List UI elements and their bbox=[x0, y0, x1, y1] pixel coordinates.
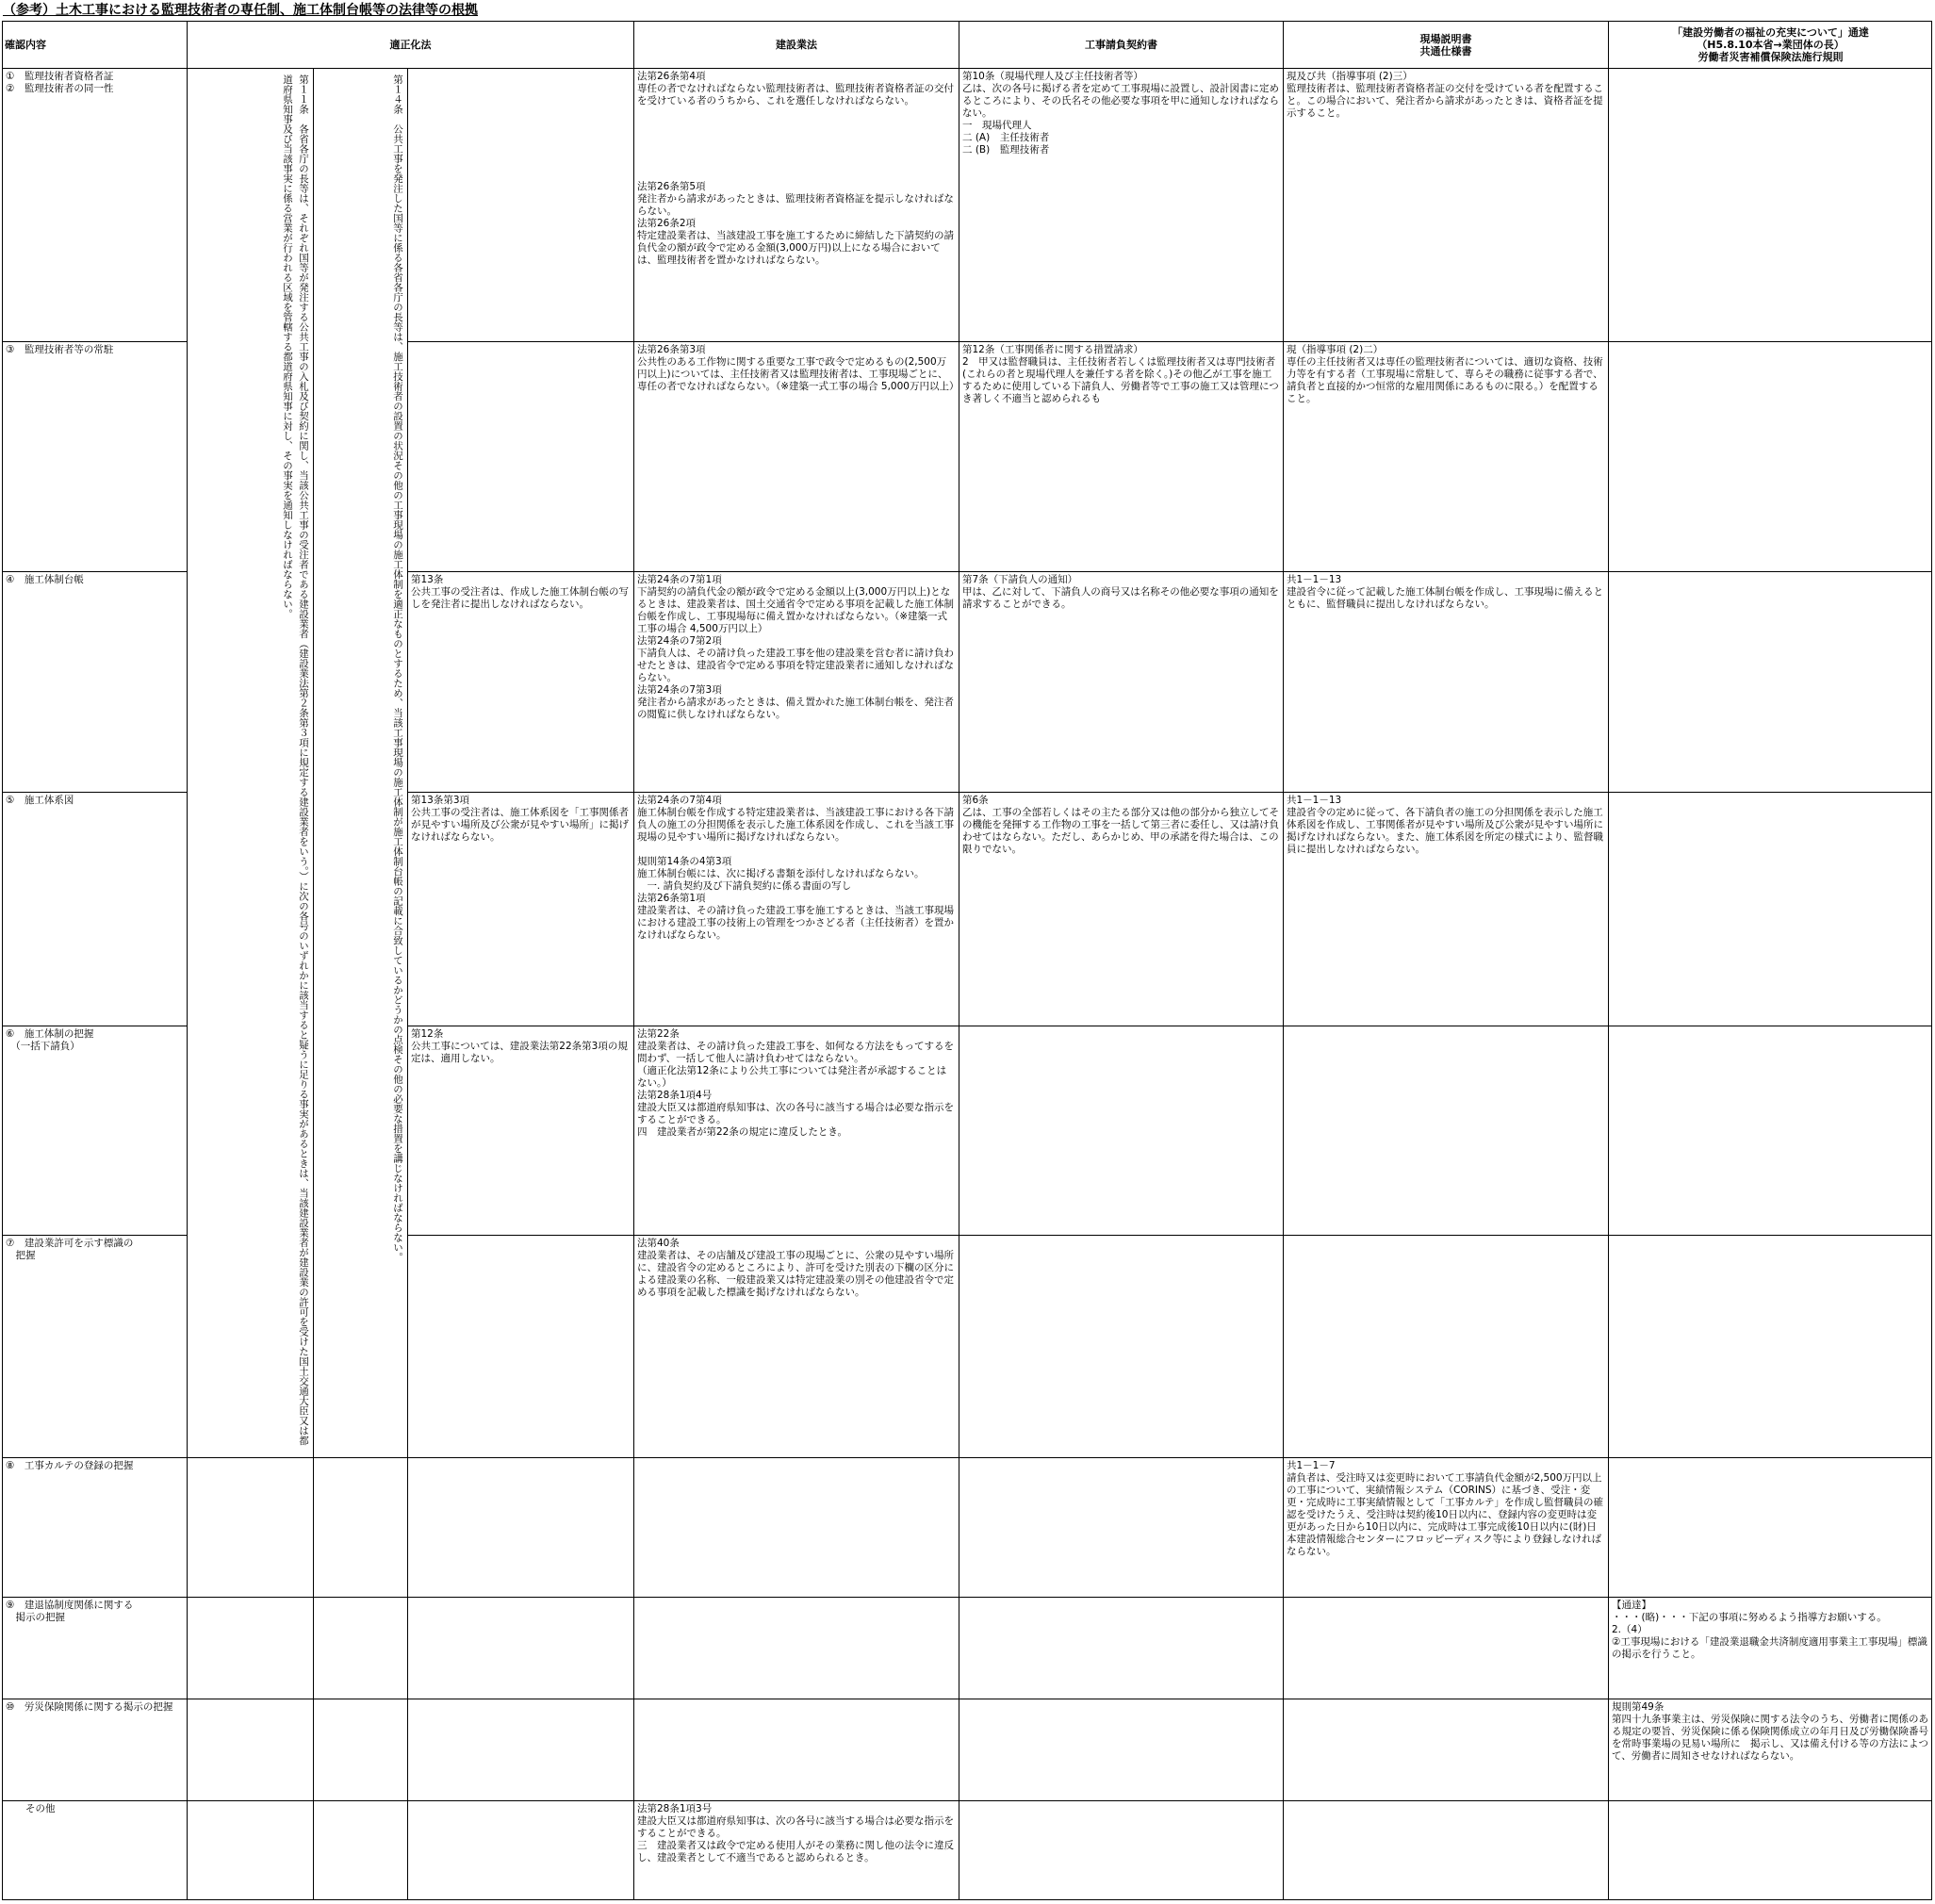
legal-basis-table bbox=[2, 21, 1932, 1900]
tsutatsu-row-7 bbox=[1608, 1457, 1932, 1597]
kensetsu-row-5: 法第22条 建設業者は、その請け負った建設工事を、如何なる方法をもってするを問わず、一括して他人に請け負わせてはならない。 （適正化法第12条により公共工事については発注者が承認することはない。） 法第28条1項4号 建設大臣又は都道府県知事は、次の各号に該当する場合は必要な指示をすることができる。 四 建設業者が第22条の規定に違反したとき。 bbox=[633, 1026, 959, 1235]
check-row-1: ① 監理技術者資格者証 ② 監理技術者の同一性 bbox=[2, 68, 187, 341]
empty-cell bbox=[313, 1457, 407, 1597]
tekiseika-row-8 bbox=[407, 1597, 633, 1699]
check-row-8: ⑨ 建退協制度関係に関する 掲示の把握 bbox=[2, 1597, 187, 1699]
tsutatsu-row-5 bbox=[1608, 1026, 1932, 1235]
tekiseika-article-11: 第１１条 各省各庁の長等は、それぞれ国等が発注する公共工事の入札及び契約に関し、当該公共工事の受注者である建設業者（建設業法第２条第３項に規定する建設業者をいう。）に次の各号のいずれかに該当すると疑うに足りる事実があるときは、当該建設業者が建設業の許可を受けた国土交通大臣又は都道府県知事及び当該事実に係る営業が行われる区域を管轄する都道府県知事に対し、その事実を通知しなければならない。 bbox=[187, 68, 313, 1457]
tekiseika-row-3: 第13条 公共工事の受注者は、作成した施工体制台帳の写しを発注者に提出しなければならない。 bbox=[407, 571, 633, 792]
empty-cell bbox=[313, 1800, 407, 1900]
kensetsu-row-6: 法第40条 建設業者は、その店舗及び建設工事の現場ごとに、公衆の見やすい場所に、建設省令の定めるところにより、許可を受けた別表の下欄の区分による建設業の名称、一般建設業又は特定建設業の別その他建設省令で定める事項を記載した標識を掲げなければならない。 bbox=[633, 1235, 959, 1457]
check-row-10: その他 bbox=[2, 1800, 187, 1900]
genba-row-3: 共1－1－13 建設省令に従って記載した施工体制台帳を作成し、工事現場に備えるとともに、監督職員に提出しなければならない。 bbox=[1283, 571, 1608, 792]
tsutatsu-row-3 bbox=[1608, 571, 1932, 792]
keiyaku-row-1: 第10条（現場代理人及び主任技術者等） 乙は、次の各号に掲げる者を定めて工事現場に設置し、設計図書に定めるところにより、その氏名その他必要な事項を甲に通知しなければならない。 一 現場代理人 二 (A) 主任技術者 二 (B) 監理技術者 bbox=[959, 68, 1283, 341]
header-genba: 現場説明書 共通仕様書 bbox=[1283, 21, 1608, 68]
kensetsu-row-7 bbox=[633, 1457, 959, 1597]
tekiseika-row-6 bbox=[407, 1235, 633, 1457]
empty-cell bbox=[187, 1597, 313, 1699]
kensetsu-row-9 bbox=[633, 1699, 959, 1800]
tsutatsu-row-8: 【通達】 ・・・(略)・・・下記の事項に努めるよう指導方お願いする。 2.（4） ②工事現場における「建設業退職金共済制度適用事業主工事現場」標識の掲示を行うこと。 bbox=[1608, 1597, 1932, 1699]
keiyaku-row-8 bbox=[959, 1597, 1283, 1699]
header-check: 確認内容 bbox=[2, 21, 187, 68]
tsutatsu-row-1 bbox=[1608, 68, 1932, 341]
kensetsu-row-2: 法第26条第3項 公共性のある工作物に関する重要な工事で政令で定めるもの(2,500万円以上)については、主任技術者又は監理技術者は、工事現場ごとに、専任の者でなければならない。（※建築一式工事の場合 5,000万円以上） bbox=[633, 341, 959, 571]
genba-row-4: 共1－1－13 建設省令の定めに従って、各下請負者の施工の分担関係を表示した施工体系図を作成し、工事関係者が見やすい場所及び公衆が見やすい場所に掲げなければならない。また、施工体系図を所定の様式により、監督職員に提出しなければならない。 bbox=[1283, 792, 1608, 1026]
tekiseika-article-14: 第１４条 公共工事を発注した国等に係る各省各庁の長等は、施工技術者の設置の状況その他の工事現場の施工体制を適正なものとするため、当該工事現場の施工体制が施工体制台帳の記載に合致しているかどうかの点検その他の必要な措置を講じなければならない。 bbox=[313, 68, 407, 1457]
genba-row-5 bbox=[1283, 1026, 1608, 1235]
tsutatsu-row-4 bbox=[1608, 792, 1932, 1026]
empty-cell bbox=[187, 1800, 313, 1900]
keiyaku-row-10 bbox=[959, 1800, 1283, 1900]
document-title: （参考）土木工事における監理技術者の専任制、施工体制台帳等の法律等の根拠 bbox=[3, 3, 478, 18]
tsutatsu-row-9: 規則第49条 第四十九条事業主は、労災保険に関する法令のうち、労働者に関係のある規定の要旨、労災保険に係る保険関係成立の年月日及び労働保険番号を常時事業場の見易い場所に 掲示し、又は備え付ける等の方法によつて、労働者に周知させなければならない。 bbox=[1608, 1699, 1932, 1800]
genba-row-10 bbox=[1283, 1800, 1608, 1900]
kensetsu-row-4: 法第24条の7第4項 施工体制台帳を作成する特定建設業者は、当該建設工事における各下請負人の施工の分担関係を表示した施工体系図を作成し、これを当該工事現場の見やすい場所に掲げなければならない。 規則第14条の4第3項 施工体制台帳には、次に掲げる書類を添付しなければならない。 一. 請負契約及び下請負契約に係る書面の写し 法第26条第1項 建設業者は、その請け負った建設工事を施工するときは、当該工事現場における建設工事の技術上の管理をつかさどる者（主任技術者）を置かなければならない。 bbox=[633, 792, 959, 1026]
empty-cell bbox=[187, 1457, 313, 1597]
tsutatsu-row-2 bbox=[1608, 341, 1932, 571]
check-row-5: ⑥ 施工体制の把握 （一括下請負） bbox=[2, 1026, 187, 1235]
keiyaku-row-7 bbox=[959, 1457, 1283, 1597]
keiyaku-row-2: 第12条（工事関係者に関する措置請求） 2 甲又は監督職員は、主任技術者若しくは監理技術者又は専門技術者(これらの者と現場代理人を兼任する者を除く。)その他乙が工事を施工するために使用している下請負人、労働者等で工事の施工又は管理につき著しく不適当と認められるも bbox=[959, 341, 1283, 571]
empty-cell bbox=[187, 1699, 313, 1800]
tekiseika-row-4: 第13条第3項 公共工事の受注者は、施工体系図を「工事関係者が見やすい場所及び公衆が見やすい場所」に掲げなければならない。 bbox=[407, 792, 633, 1026]
check-row-2: ③ 監理技術者等の常駐 bbox=[2, 341, 187, 571]
kensetsu-row-1: 法第26条第4項 専任の者でなければならない監理技術者は、監理技術者資格者証の交付を受けている者のうちから、これを選任しなければならない。 法第26条第5項 発注者から請求があったときは、監理技術者資格証を提示しなければならない。 法第26条2項 特定建設業者は、当該建設工事を施工するために締結した下請契約の請負代金の額が政令で定める金額(3,000万円)以上になる場合においては、監理技術者を置かなければならない。 bbox=[633, 68, 959, 341]
empty-cell bbox=[313, 1597, 407, 1699]
empty-cell bbox=[313, 1699, 407, 1800]
check-row-4: ⑤ 施工体系図 bbox=[2, 792, 187, 1026]
tekiseika-row-10 bbox=[407, 1800, 633, 1900]
tekiseika-row-2 bbox=[407, 341, 633, 571]
genba-row-7: 共1－1－7 請負者は、受注時又は変更時において工事請負代金額が2,500万円以上の工事について、実績情報システム（CORINS）に基づき、受注・変更・完成時に工事実績情報として「工事カルテ」を作成し監督職員の確認を受けたうえ、受注時は契約後10日以内に、登録内容の変更時は変更があった日から10日以内に、完成時は工事完成後10日以内に(財)日本建設情報総合センターにフロッピーディスク等により登録しなければならない。 bbox=[1283, 1457, 1608, 1597]
header-keiyaku: 工事請負契約書 bbox=[959, 21, 1283, 68]
keiyaku-row-3: 第7条（下請負人の通知） 甲は、乙に対して、下請負人の商号又は名称その他必要な事項の通知を請求することができる。 bbox=[959, 571, 1283, 792]
keiyaku-row-9 bbox=[959, 1699, 1283, 1800]
tekiseika-row-1 bbox=[407, 68, 633, 341]
genba-row-9 bbox=[1283, 1699, 1608, 1800]
header-tsutatsu: 「建設労働者の福祉の充実について」通達 （H5.8.10本省→業団体の長） 労働者災害補償保険法施行規則 bbox=[1608, 21, 1932, 68]
genba-row-8 bbox=[1283, 1597, 1608, 1699]
kensetsu-row-3: 法第24条の7第1項 下請契約の請負代金の額が政令で定める金額以上(3,000万円以上)となるときは、建設業者は、国土交通省令で定める事項を記載した施工体制台帳を作成し、工事現場毎に備え置かなければならない。（※建築一式工事の場合 4,500万円以上） 法第24条の7第2項 下請負人は、その請け負った建設工事を他の建設業を営む者に請け負わせたときは、建設省令で定める事項を特定建設業者に通知しなければならない。 法第24条の7第3項 発注者から請求があったときは、備え置かれた施工体制台帳を、発注者の閲覧に供しなければならない。 bbox=[633, 571, 959, 792]
keiyaku-row-5 bbox=[959, 1026, 1283, 1235]
genba-row-2: 現（指導事項 (2)二） 専任の主任技術者又は専任の監理技術者については、適切な資格、技術力等を有する者（工事現場に常駐して、専らその職務に従事する者で、請負者と直接的かつ恒常的な雇用関係にあるものに限る。）を配置すること。 bbox=[1283, 341, 1608, 571]
header-tekiseika: 適正化法 bbox=[187, 21, 633, 68]
tekiseika-row-7 bbox=[407, 1457, 633, 1597]
tekiseika-row-9 bbox=[407, 1699, 633, 1800]
check-row-7: ⑧ 工事カルテの登録の把握 bbox=[2, 1457, 187, 1597]
kensetsu-row-10: 法第28条1項3号 建設大臣又は都道府県知事は、次の各号に該当する場合は必要な指示をすることができる。 三 建設業者又は政令で定める使用人がその業務に関し他の法令に違反し、建設業者として不適当であると認められるとき。 bbox=[633, 1800, 959, 1900]
keiyaku-row-4: 第6条 乙は、工事の全部若しくはその主たる部分又は他の部分から独立してその機能を発揮する工作物の工事を一括して第三者に委任し、又は請け負わせてはならない。ただし、あらかじめ、甲の承諾を得た場合は、この限りでない。 bbox=[959, 792, 1283, 1026]
check-row-6: ⑦ 建設業許可を示す標識の 把握 bbox=[2, 1235, 187, 1457]
check-row-9: ⑩ 労災保険関係に関する掲示の把握 bbox=[2, 1699, 187, 1800]
genba-row-6 bbox=[1283, 1235, 1608, 1457]
tsutatsu-row-10 bbox=[1608, 1800, 1932, 1900]
kensetsu-row-8 bbox=[633, 1597, 959, 1699]
genba-row-1: 現及び共（指導事項 (2)三） 監理技術者は、監理技術者資格者証の交付を受けている者を配置すること。この場合において、発注者から請求があったときは、資格者証を提示すること。 bbox=[1283, 68, 1608, 341]
check-row-3: ④ 施工体制台帳 bbox=[2, 571, 187, 792]
keiyaku-row-6 bbox=[959, 1235, 1283, 1457]
header-kensetsu: 建設業法 bbox=[633, 21, 959, 68]
tsutatsu-row-6 bbox=[1608, 1235, 1932, 1457]
tekiseika-row-5: 第12条 公共工事については、建設業法第22条第3項の規定は、適用しない。 bbox=[407, 1026, 633, 1235]
